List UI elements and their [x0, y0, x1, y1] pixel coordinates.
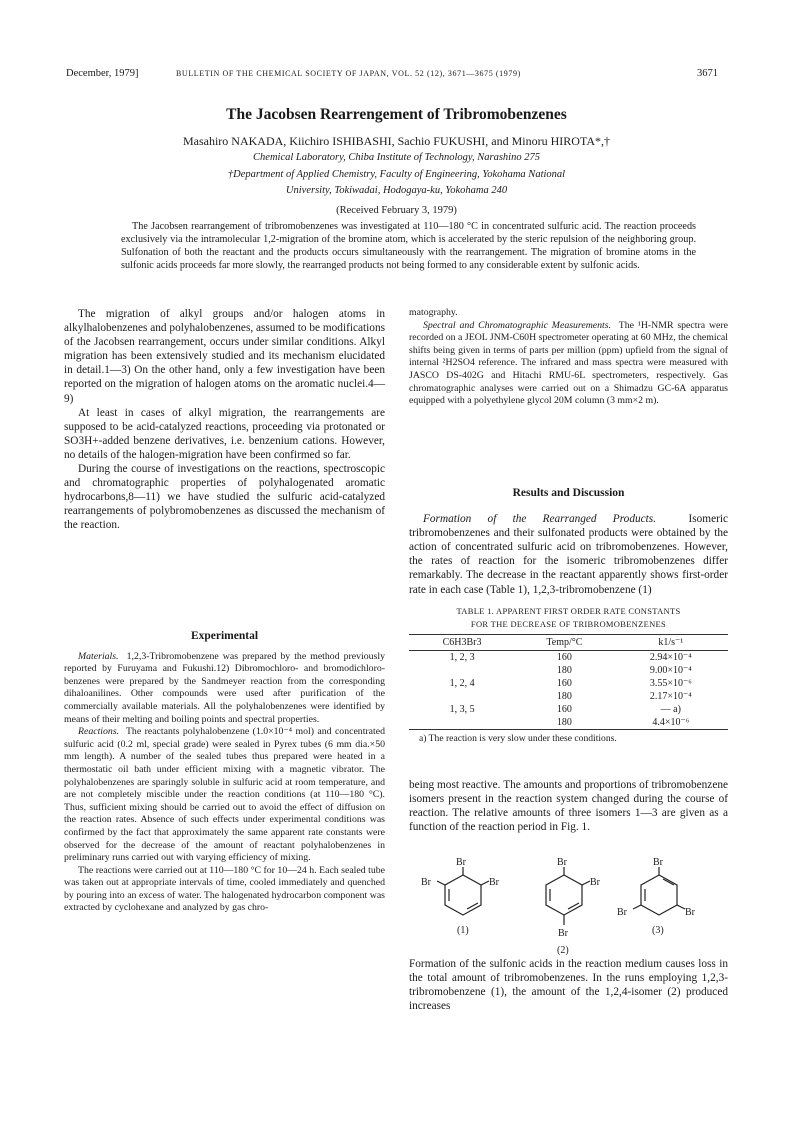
table-row [409, 664, 728, 677]
table-row [409, 677, 728, 690]
atom-label: Br [617, 907, 627, 918]
atom-label: Br [421, 877, 431, 888]
intro-paragraph: During the course of investigations on the reactions, spectroscopic and chromatographic properties of polyhalogenated aromatic hydrocarbons,8—11) we have studied the sulfuric acid-catalyzed rearrangements of polybromobenzenes as discussed the mechanism of the reaction. [64, 463, 385, 532]
results-continued [409, 778, 728, 834]
spectral-text: The ¹H-NMR spectra were recorded on a JEOL JNM-C60H spectrometer operating at 60 MHz, the chemical shifts being given in terms of parts per million (ppm) upfield from the signal of internal ²H2SO4 reference. The infrared and mass spectra were measured with JASCO DS-402G and Hitachi RMU-6L spectrometers, respectively. Gas chromatographic analyses were carried out on a Shimadzu GC-6A apparatus equipped with a polyethylene glycol 20M column (3 mm×2 m). [409, 319, 728, 407]
table-row [409, 651, 728, 665]
table-cell [409, 716, 515, 730]
structure-1 [437, 867, 489, 915]
structure-label: (3) [652, 925, 664, 936]
reactions-paragraph [64, 726, 385, 865]
issue-date: December, 1979] [66, 68, 139, 79]
received-date: (Received February 3, 1979) [336, 205, 457, 216]
formation-paragraph [409, 512, 728, 597]
experimental-section [64, 630, 385, 915]
atom-label: Br [489, 877, 499, 888]
table-cell: 1, 2, 4 [449, 678, 475, 689]
atom-label: Br [590, 877, 600, 888]
table-cell: 2.94×10⁻⁴ [649, 652, 692, 663]
introduction [64, 307, 385, 533]
sulfonic-paragraph [409, 957, 728, 1013]
after-table-text: being most reactive. The amounts and proportions of tribromobenzene isomers present in the reaction system changed during the course of reaction. The relative amounts of three isomers 1—3 are given as a function of the reaction period in Fig. 1. [409, 779, 728, 834]
results-section [409, 486, 728, 597]
affiliation-3: University, Tokiwadai, Hodogaya-ku, Yokohama 240 [285, 185, 508, 196]
table-cell [409, 690, 515, 703]
atom-label: Br [456, 857, 466, 868]
journal-citation: BULLETIN OF THE CHEMICAL SOCIETY OF JAPAN, VOL. 52 (12), 3671—3675 (1979) [176, 69, 521, 78]
table-caption: TABLE 1. APPARENT FIRST ORDER RATE CONSTANTS [456, 606, 681, 616]
table-cell: 180 [515, 716, 613, 730]
section-heading: Experimental [190, 630, 259, 642]
runin-label: Reactions. [78, 726, 120, 738]
atom-label: Br [557, 857, 567, 868]
table-cell: 1, 2, 3 [449, 652, 475, 663]
table-cell: 160 [556, 678, 572, 689]
table-cell: 180 [556, 691, 572, 702]
table-cell: 160 [556, 652, 572, 663]
continuation-text: matography. [409, 307, 458, 318]
page-number: 3671 [697, 68, 718, 79]
atom-label: Br [653, 857, 663, 868]
column-header: C6H3Br3 [409, 635, 515, 651]
table-cell: 3.55×10⁻⁶ [649, 678, 692, 689]
affiliation-1: Chemical Laboratory, Chiba Institute of Technology, Narashino 275 [253, 152, 540, 163]
table-row [409, 690, 728, 703]
reactions-text: The reactants polyhalobenzene (1.0×10⁻⁴ mol) and concentrated sulfuric acid (0.2 ml, special grade) were sealed in Pyrex tubes (6 mm dia.×50 mm length). A number of the sealed tubes thus prepared were heated in a thermostatic oil bath under efficient mixing with a magnetic vibrator. The polyhalobenzenes are sparingly soluble in sulfuric acid at room temperature, and are not completely miscible under the reaction conditions (at 110—180 °C). Thus, sufficient mixing should be carried out to avoid the effect of diffusion on the reaction rates. Absence of such effects under experimental conditions was confirmed by the fact that approximately the same apparent rate constants were observed for the decrease of the amount of reactant polyhalobenzenes in preliminary runs carried out with varying efficiency of mixing. [64, 726, 385, 864]
table-cell [409, 664, 515, 677]
sulfonic-text: Formation of the sulfonic acids in the reaction medium causes loss in the total amount of tribromobenzenes. In the runs employing 1,2,3-tribromobenzene (1), the amount of the 1,2,4-isomer (2) produced increases [409, 958, 728, 1013]
structure-label: (2) [557, 945, 569, 956]
runin-label: Spectral and Chromatographic Measurements. [423, 319, 612, 331]
section-heading: Results and Discussion [512, 487, 625, 499]
structure-3 [633, 867, 685, 915]
runin-label: Materials. [78, 650, 119, 662]
affiliation-2: †Department of Applied Chemistry, Faculty of Engineering, Yokohama National [227, 169, 566, 180]
atom-label: Br [558, 928, 568, 939]
experimental-continued [409, 307, 728, 408]
materials-paragraph [64, 651, 385, 727]
data-table [409, 634, 728, 730]
table-cell: 180 [556, 665, 572, 676]
paper-title: The Jacobsen Rearrengement of Tribromobenzenes [226, 106, 567, 123]
table-caption: FOR THE DECREASE OF TRIBROMOBENZENES [470, 619, 667, 629]
intro-paragraph: At least in cases of alkyl migration, the rearrangements are supposed to be acid-catalyzed reactions, proceeding via protonated or SO3H+-added benzene derivatives, i.e. benzenium cations. However, no details of the halogen-migration have been confirmed so far. [64, 406, 385, 461]
spectral-paragraph [409, 320, 728, 408]
procedure-paragraph: The reactions were carried out at 110—180 °C for 10—24 h. Each sealed tube was taken out at appropriate intervals of time, cooled immediately and quenched by pouring into an excess of water. The halogenated hydrocarbon component was extracted by cyclohexane and analyzed by gas chro- [64, 864, 385, 914]
running-header [66, 68, 718, 82]
table-row [409, 703, 728, 716]
structure-diagrams [409, 857, 728, 957]
structure-2 [546, 867, 590, 925]
table-cell: 160 [556, 704, 572, 715]
structure-label: (1) [457, 925, 469, 936]
table-footnote: a) The reaction is very slow under these conditions. [419, 733, 617, 744]
table-row [409, 716, 728, 730]
abstract: The Jacobsen rearrangement of tribromobenzenes was investigated at 110—180 °C in concentrated sulfuric acid. The reaction proceeds exclusively via the intramolecular 1,2-migration of the bromine atom, which is accelerated by the steric repulsion of the neighboring group. Sulfonation of both the reactant and the products occurs simultaneously with the rearrangement. The migration of bromine atoms in the sulfonic acids proceeds far more slowly, the rearranged products not being formed to any considerable extent by sulfonic acids. [121, 221, 696, 272]
table-cell: 2.17×10⁻⁴ [649, 691, 692, 702]
intro-paragraph: The migration of alkyl groups and/or halogen atoms in alkylhalobenzenes and polyhalobenzenes, assumed to be modifications of the Jacobsen rearrangement, occurs under similar conditions. Alkyl migration has been extensively studied and its mechanism elucidated in detail.1—3) On the other hand, only a few investigation have been reported on the migration of halogen atoms on the aromatic nuclei.4—9) [64, 308, 385, 405]
column-header: Temp/°C [515, 635, 613, 651]
rate-constant-table [409, 605, 728, 744]
column-header: k1/s⁻¹ [614, 635, 728, 651]
materials-text: 1,2,3-Tribromobenzene was prepared by the method previously reported by Furuyama and Fukushi.12) Dibromochloro- and bromodichloro-benzenes were prepared by the Sandmeyer reaction from the corresponding dihaloanilines. Other compounds were used after purification of the commercially available materials. All the polyhalobenzenes were identified by means of their melting and boiling points and spectral properties. [64, 650, 385, 725]
atom-label: Br [685, 907, 695, 918]
formation-text: Isomeric tribromobenzenes and their sulfonated products were obtained by the action of concentrated sulfuric acid on tribromobenzenes. However, the rates of reaction for the isomeric tribromobenzenes differ remarkably. The decrease in the reactant apparently shows first-order rate in each case (Table 1), 1,2,3-tribromobenzene (1) [409, 513, 728, 596]
table-cell: — a) [660, 704, 681, 715]
author-list: Masahiro NAKADA, Kiichiro ISHIBASHI, Sachio FUKUSHI, and Minoru HIROTA*,† [182, 134, 610, 148]
table-cell: 9.00×10⁻⁴ [649, 665, 692, 676]
table-cell: 1, 3, 5 [449, 704, 475, 715]
runin-label: Formation of the Rearranged Products. [423, 513, 656, 526]
table-cell: 4.4×10⁻⁶ [614, 716, 728, 730]
